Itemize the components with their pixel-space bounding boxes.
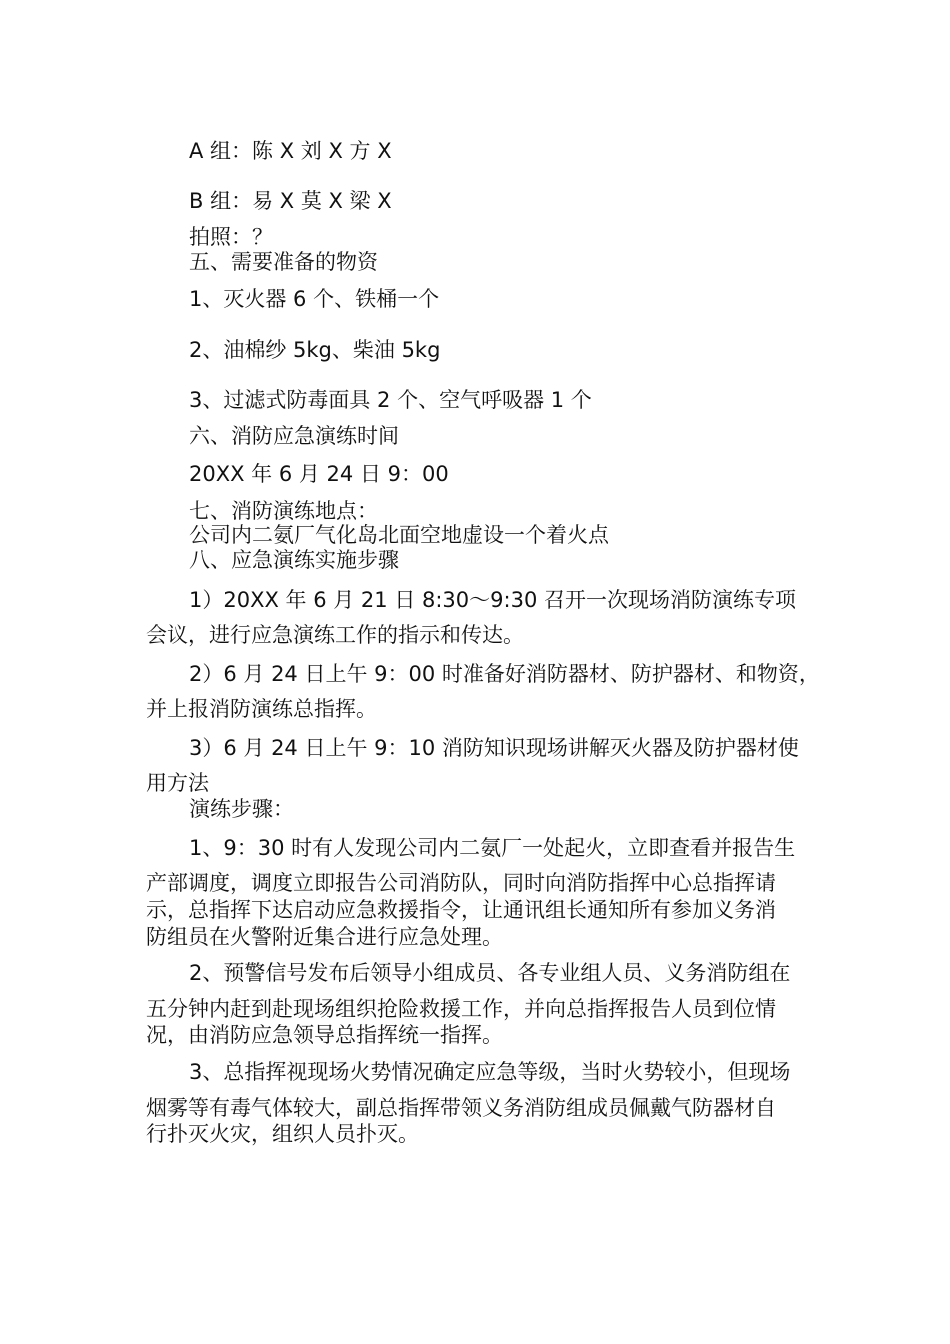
step-2-line-2: 并上报消防演练总指挥。 [146,697,377,721]
step-1-line-1: 1）20XX 年 6 月 21 日 8:30～9:30 召开一次现场消防演练专项 [189,588,796,612]
drill-step-3-line-2: 烟雾等有毒气体较大，副总指挥带领义务消防组成员佩戴气防器材自 [146,1096,776,1120]
drill-step-3-line-1: 3、总指挥视现场火势情况确定应急等级，当时火势较小，但现场 [189,1060,791,1084]
materials-item-2: 2、油棉纱 5kg、柴油 5kg [189,338,441,362]
drill-step-2-line-3: 况，由消防应急领导总指挥统一指挥。 [146,1023,503,1047]
section-6-heading: 六、消防应急演练时间 [189,424,399,448]
drill-step-1-line-3: 示，总指挥下达启动应急救援指令，让通讯组长通知所有参加义务消 [146,898,776,922]
materials-item-1: 1、灭火器 6 个、铁桶一个 [189,287,440,311]
drill-step-1-line-1: 1、9：30 时有人发现公司内二氨厂一处起火，立即查看并报告生 [189,836,796,860]
group-b-line: B 组：易 X 莫 X 梁 X [189,189,392,213]
drill-step-1-line-4: 防组员在火警附近集合进行应急处理。 [146,925,503,949]
step-3-line-2: 用方法 [146,771,209,795]
step-1-line-2: 会议，进行应急演练工作的指示和传达。 [146,623,524,647]
group-a-line: A 组：陈 X 刘 X 方 X [189,139,392,163]
drill-time: 20XX 年 6 月 24 日 9：00 [189,462,449,486]
step-2-line-1: 2）6 月 24 日上午 9：00 时准备好消防器材、防护器材、和物资， [189,662,820,686]
materials-item-3: 3、过滤式防毒面具 2 个、空气呼吸器 1 个 [189,388,592,412]
drill-location: 公司内二氨厂气化岛北面空地虚设一个着火点 [189,523,609,547]
drill-step-1-line-2: 产部调度，调度立即报告公司消防队，同时向消防指挥中心总指挥请 [146,871,776,895]
section-8-heading: 八、应急演练实施步骤 [189,548,399,572]
section-5-heading: 五、需要准备的物资 [189,250,378,274]
step-3-line-1: 3）6 月 24 日上午 9：10 消防知识现场讲解灭火器及防护器材使 [189,736,799,760]
drill-step-2-line-2: 五分钟内赶到赴现场组织抢险救援工作，并向总指挥报告人员到位情 [146,997,776,1021]
photo-line: 拍照：？ [189,225,273,249]
drill-step-3-line-3: 行扑灭火灾，组织人员扑灭。 [146,1122,419,1146]
drill-steps-heading: 演练步骤： [189,797,294,821]
drill-step-2-line-1: 2、预警信号发布后领导小组成员、各专业组人员、义务消防组在 [189,961,791,985]
section-7-heading: 七、消防演练地点： [189,499,378,523]
